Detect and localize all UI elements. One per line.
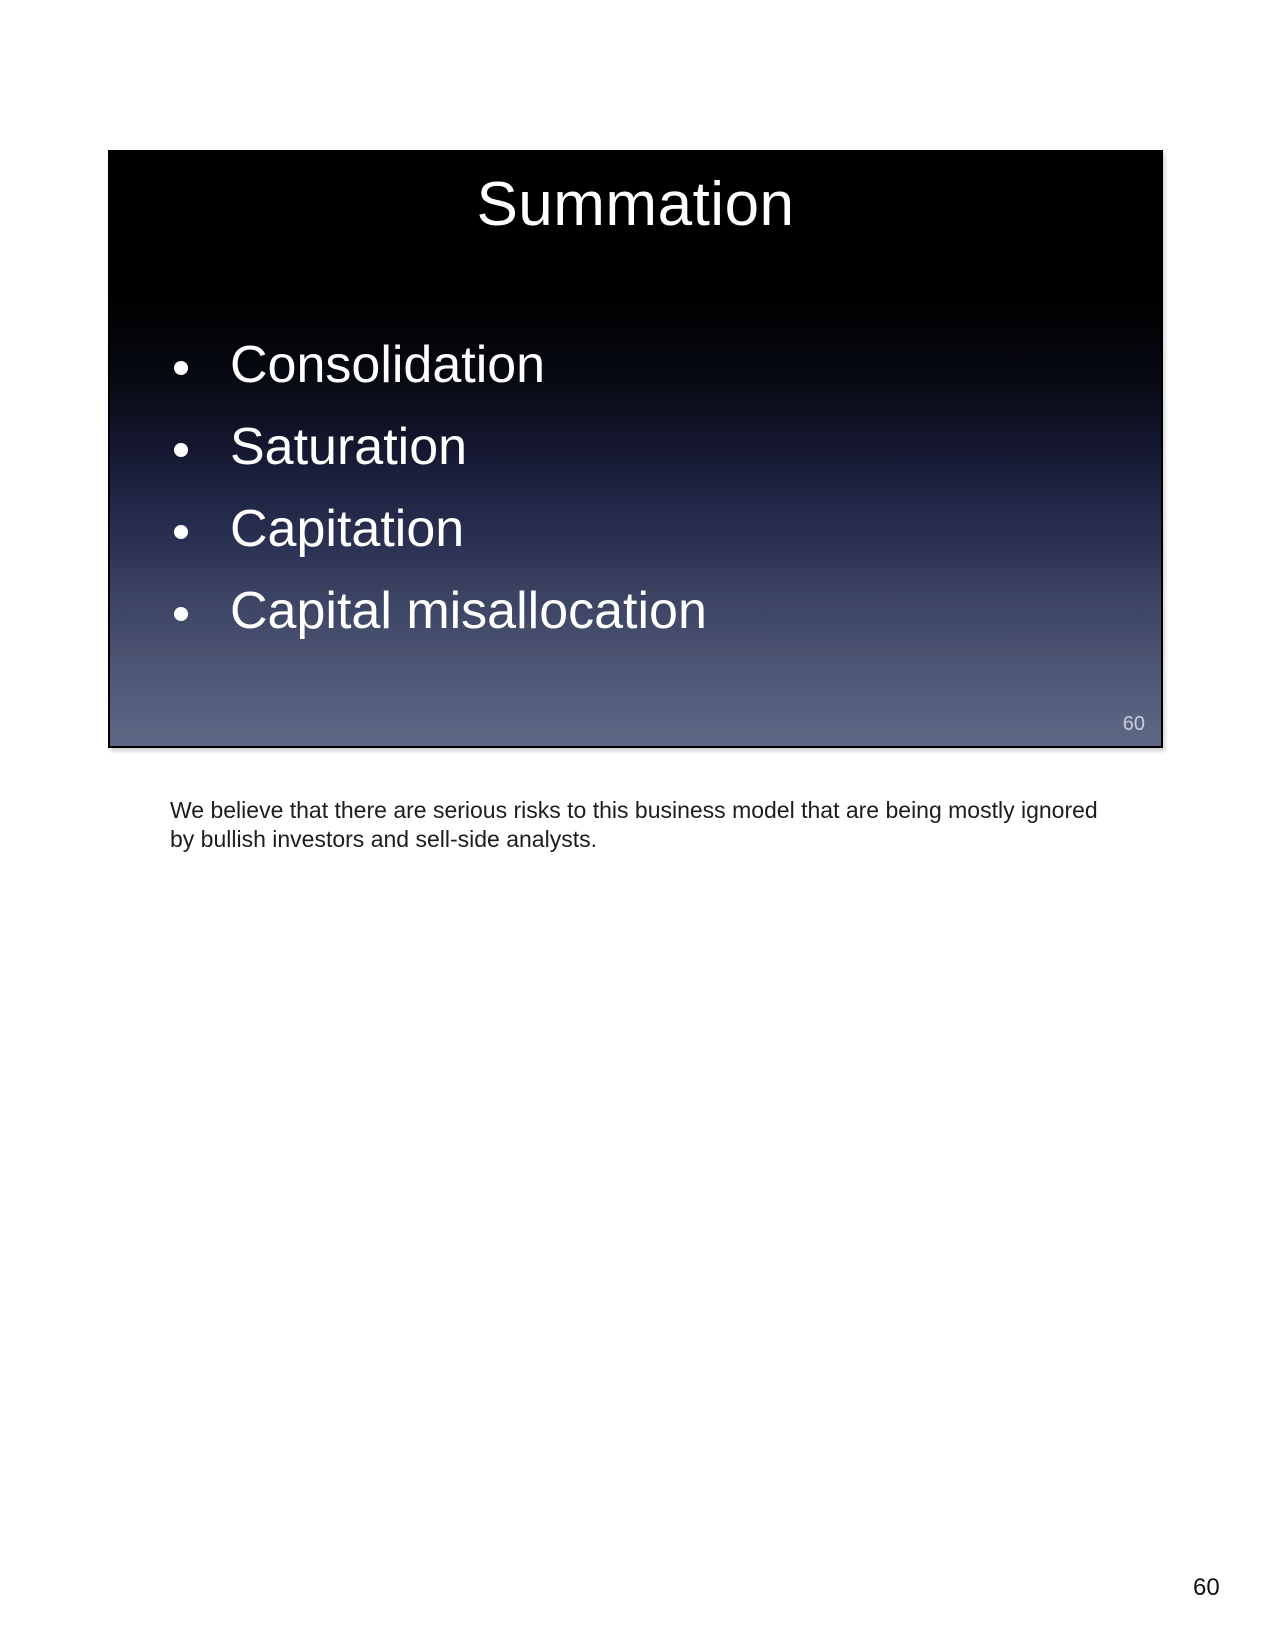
bullet-icon <box>174 525 188 539</box>
slide-thumbnail <box>108 150 1163 748</box>
bullet-label: Consolidation <box>230 336 546 394</box>
list-item <box>174 488 1121 570</box>
bullet-icon <box>174 607 188 621</box>
list-item <box>174 570 1121 652</box>
speaker-notes-line: by bullish investors and sell-side analysts. <box>170 826 597 852</box>
list-item <box>174 324 1121 406</box>
bullet-icon <box>174 443 188 457</box>
speaker-notes <box>170 796 1180 854</box>
bullet-icon <box>174 361 188 375</box>
bullet-label: Saturation <box>230 418 468 476</box>
list-item <box>174 406 1121 488</box>
bullet-label: Capital misallocation <box>230 582 707 640</box>
page-number: 60 <box>1193 1574 1220 1601</box>
slide-bullet-list <box>174 324 1121 652</box>
slide-number-badge: 60 <box>1122 713 1145 735</box>
bullet-label: Capitation <box>230 500 465 558</box>
slide-title: Summation <box>476 170 795 239</box>
speaker-notes-line: We believe that there are serious risks to this business model that are being mostly ignored <box>170 797 1098 823</box>
